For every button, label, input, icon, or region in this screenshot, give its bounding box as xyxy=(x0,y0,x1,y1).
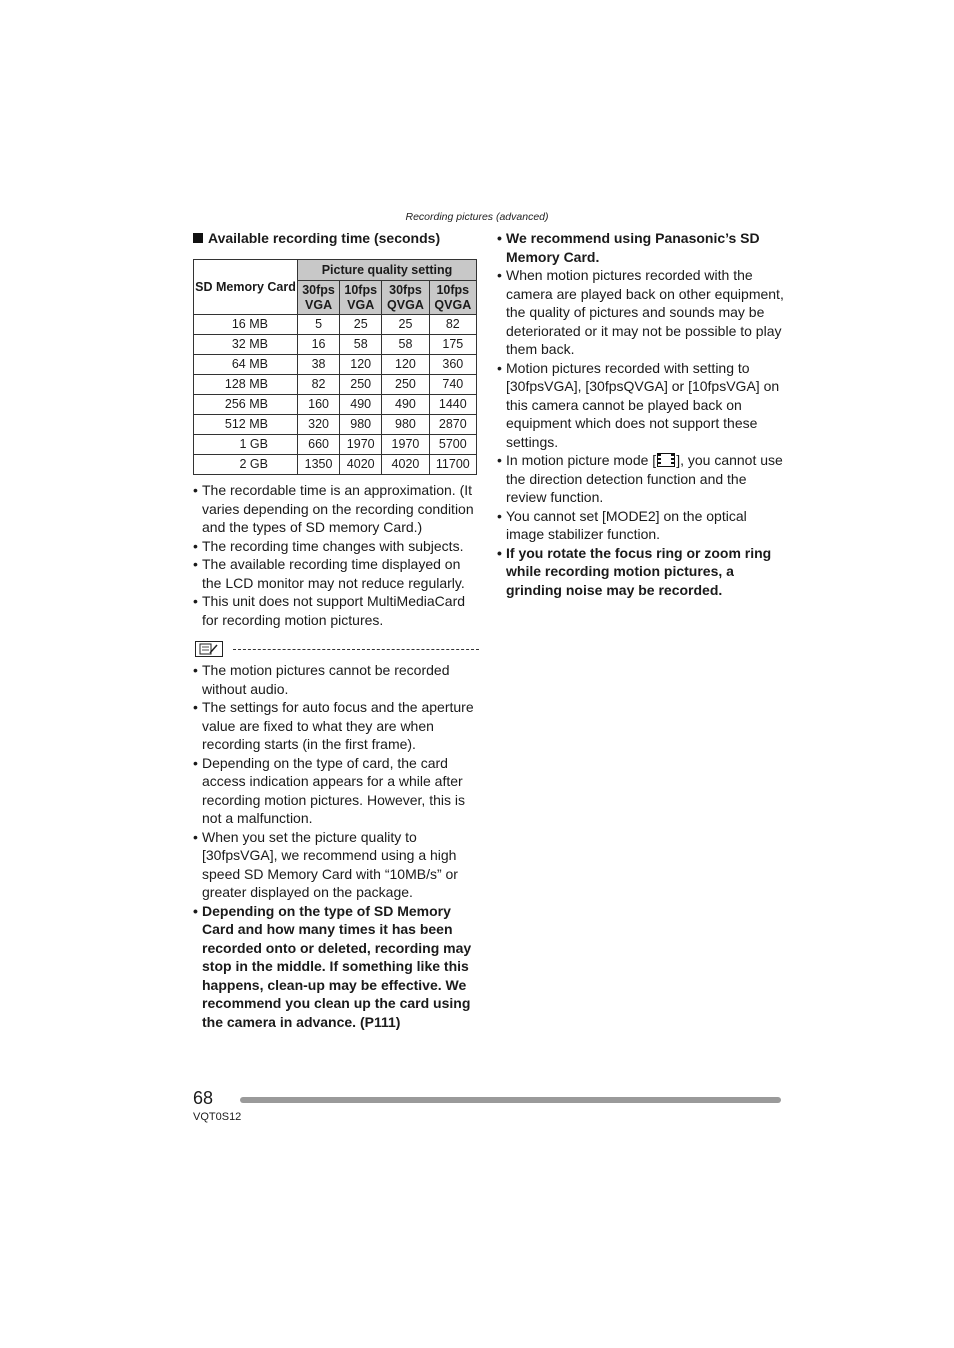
column-header-line: 30fps xyxy=(302,282,335,297)
time-cell: 38 xyxy=(298,355,340,375)
table-row xyxy=(194,435,477,455)
time-cell: 2870 xyxy=(429,415,476,435)
card-capacity-cell: 128 MB xyxy=(194,375,298,395)
page-header-caption: Recording pictures (advanced) xyxy=(405,211,549,223)
card-capacity-cell: 16 MB xyxy=(194,315,298,335)
list-item: • We recommend using Panasonic’s SD Memory Card. xyxy=(497,229,787,266)
time-cell: 82 xyxy=(298,375,340,395)
section-heading xyxy=(193,229,481,247)
list-item: • The settings for auto focus and the aperture value are fixed to what they are when recording starts (in the first frame). xyxy=(193,698,481,754)
table-row xyxy=(194,415,477,435)
column-header xyxy=(298,281,340,315)
table-row xyxy=(194,395,477,415)
list-item: • Depending on the type of card, the card access indication appears for a while after recording motion pictures. However, this is not a malfunction. xyxy=(193,754,481,828)
card-capacity-cell: 256 MB xyxy=(194,395,298,415)
list-item: • If you rotate the focus ring or zoom ring while recording motion pictures, a grinding noise may be recorded. xyxy=(497,544,787,600)
time-cell: 980 xyxy=(382,415,429,435)
list-item: • This unit does not support MultiMediaCard for recording motion pictures. xyxy=(193,592,481,629)
time-cell: 120 xyxy=(340,355,382,375)
card-capacity-cell: 1 GB xyxy=(194,435,298,455)
recording-time-table xyxy=(193,259,477,475)
time-cell: 25 xyxy=(382,315,429,335)
card-capacity-cell: 64 MB xyxy=(194,355,298,375)
column-header xyxy=(429,281,476,315)
time-cell: 660 xyxy=(298,435,340,455)
time-cell: 1970 xyxy=(382,435,429,455)
card-capacity-cell: 512 MB xyxy=(194,415,298,435)
time-cell: 11700 xyxy=(429,455,476,475)
list-item: • You cannot set [MODE2] on the optical image stabilizer function. xyxy=(497,507,787,544)
note-bullet-list xyxy=(193,661,481,902)
time-cell: 120 xyxy=(382,355,429,375)
time-cell: 25 xyxy=(340,315,382,335)
column-header-line: QVGA xyxy=(387,297,424,312)
column-header xyxy=(340,281,382,315)
time-cell: 1440 xyxy=(429,395,476,415)
time-cell: 490 xyxy=(340,395,382,415)
table-row xyxy=(194,375,477,395)
black-square-icon xyxy=(193,233,203,243)
note-pencil-icon xyxy=(195,641,223,657)
mode-text-after: ], you cannot use the direction detection function and the review function. xyxy=(506,452,783,505)
column-header xyxy=(382,281,429,315)
time-cell: 1350 xyxy=(298,455,340,475)
time-cell: 360 xyxy=(429,355,476,375)
time-cell: 58 xyxy=(382,335,429,355)
column-header-line: 30fps xyxy=(389,282,422,297)
table-row xyxy=(194,335,477,355)
time-cell: 4020 xyxy=(340,455,382,475)
model-code: VQT0S12 xyxy=(193,1111,242,1123)
card-capacity-cell: 2 GB xyxy=(194,455,298,475)
column-header-line: 10fps xyxy=(344,282,378,297)
left-column xyxy=(193,229,481,1031)
time-cell: 250 xyxy=(382,375,429,395)
section-heading-text: Available recording time (seconds) xyxy=(208,230,441,246)
time-cell: 160 xyxy=(298,395,340,415)
picture-quality-header: Picture quality setting xyxy=(298,260,477,281)
time-cell: 250 xyxy=(340,375,382,395)
time-cell: 175 xyxy=(429,335,476,355)
list-item: • The recordable time is an approximation. (It varies depending on the recording condition and the types of SD memory Card.) xyxy=(193,481,481,537)
table-corner-header: SD Memory Card xyxy=(194,260,298,315)
mode-text-before: In motion picture mode [ xyxy=(506,452,657,468)
left-bullet-list xyxy=(193,481,481,629)
time-cell: 320 xyxy=(298,415,340,435)
time-cell: 740 xyxy=(429,375,476,395)
time-cell: 16 xyxy=(298,335,340,355)
note-bold-list xyxy=(193,902,481,1032)
list-item: • The available recording time displayed on the LCD monitor may not reduce regularly. xyxy=(193,555,481,592)
time-cell: 490 xyxy=(382,395,429,415)
list-item: • Depending on the type of SD Memory Card and how many times it has been recorded onto or deleted, recording may stop in the middle. If something like this happens, clean-up may be effective. We recommend you clean up the card using the camera in advance. (P111) xyxy=(193,902,481,1032)
table-row xyxy=(194,455,477,475)
page-number: 68 xyxy=(193,1088,214,1108)
list-item: • Motion pictures recorded with setting to [30fpsVGA], [30fpsQVGA] or [10fpsVGA] on this camera cannot be played back on equipment which does not support these settings. xyxy=(497,359,787,452)
page-footer-bar xyxy=(240,1097,781,1103)
list-item: • When you set the picture quality to [30fpsVGA], we recommend using a high speed SD Memory Card with “10MB/s” or greater displayed on the package. xyxy=(193,828,481,902)
time-cell: 1970 xyxy=(340,435,382,455)
right-bullet-list xyxy=(497,229,787,599)
time-cell: 58 xyxy=(340,335,382,355)
list-item: • When motion pictures recorded with the camera are played back on other equipment, the quality of pictures and sounds may be deteriorated or it may not be possible to play them back. xyxy=(497,266,787,359)
time-cell: 980 xyxy=(340,415,382,435)
card-capacity-cell: 32 MB xyxy=(194,335,298,355)
table-row xyxy=(194,315,477,335)
time-cell: 5 xyxy=(298,315,340,335)
list-item xyxy=(497,451,787,507)
time-cell: 5700 xyxy=(429,435,476,455)
time-cell: 4020 xyxy=(382,455,429,475)
column-header-line: VGA xyxy=(305,297,333,312)
table-row xyxy=(194,355,477,375)
dashed-rule xyxy=(233,649,479,650)
column-header-line: QVGA xyxy=(434,297,472,312)
note-separator xyxy=(193,641,481,661)
column-header-line: VGA xyxy=(347,297,375,312)
motion-picture-film-icon xyxy=(657,453,675,467)
time-cell: 82 xyxy=(429,315,476,335)
right-column xyxy=(497,229,787,599)
list-item: • The recording time changes with subjects. xyxy=(193,537,481,556)
list-item: • The motion pictures cannot be recorded without audio. xyxy=(193,661,481,698)
column-header-line: 10fps xyxy=(436,282,470,297)
